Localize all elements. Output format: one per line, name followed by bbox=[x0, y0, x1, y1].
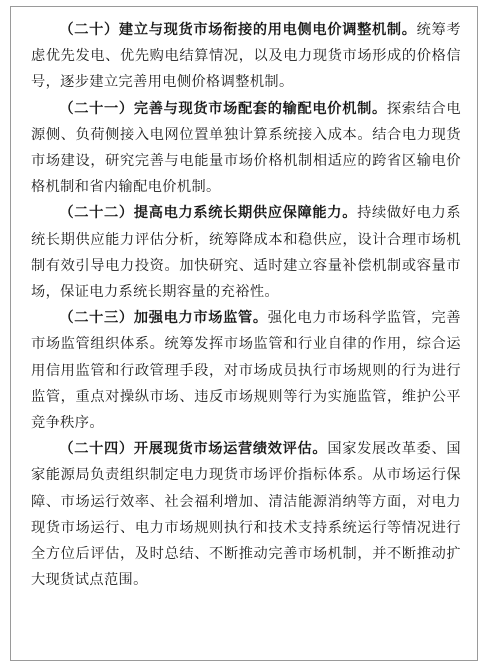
section-heading: （二十二）提高电力系统长期供应保障能力。 bbox=[59, 205, 358, 222]
section-heading: （二十一）完善与现货市场配套的输配电价机制。 bbox=[59, 100, 387, 117]
section-21 bbox=[31, 96, 461, 201]
section-body: 强化电力市场科学监管，完善市场监管组织体系。统筹发挥市场监管和行业自律的作用，综合运用信用监管和行政管理手段，对市场成员执行市场规则的行为进行监管，重点对操纵市场、违反市场规则等行为实施监管，维护公平竞争秩序。 bbox=[31, 310, 461, 432]
section-heading: （二十四）开展现货市场运营绩效评估。 bbox=[59, 441, 328, 458]
section-20 bbox=[31, 17, 461, 96]
section-23 bbox=[31, 305, 461, 436]
section-body: 探索结合电源侧、负荷侧接入电网位置单独计算系统接入成本。结合电力现货市场建设，研究完善与电能量市场价格机制相适应的跨省区输电价格机制和省内输配电价机制。 bbox=[31, 100, 461, 196]
section-body: 国家发展改革委、国家能源局负责组织制定电力现货市场评价指标体系。从市场运行保障、市场运行效率、社会福利增加、清洁能源消纳等方面，对电力现货市场运行、电力市场规则执行和技术支持系统运行等情况进行全方位后评估，及时总结、不断推动完善市场机制，并不断推动扩大现货试点范围。 bbox=[31, 441, 461, 589]
section-22 bbox=[31, 200, 461, 305]
section-heading: （二十三）加强电力市场监管。 bbox=[59, 310, 268, 327]
section-body: 持续做好电力系统长期供应能力评估分析，统筹降成本和稳供应，设计合理市场机制有效引导电力投资。加快研究、适时建立容量补偿机制或容量市场，保证电力系统长期容量的充裕性。 bbox=[31, 205, 461, 301]
document-page bbox=[10, 6, 478, 661]
section-heading: （二十）建立与现货市场衔接的用电侧电价调整机制。 bbox=[59, 22, 417, 38]
section-24 bbox=[31, 436, 461, 593]
section-body: 统筹考虑优先发电、优先购电结算情况，以及电力现货市场形成的价格信号，逐步建立完善用电侧价格调整机制。 bbox=[31, 22, 461, 91]
